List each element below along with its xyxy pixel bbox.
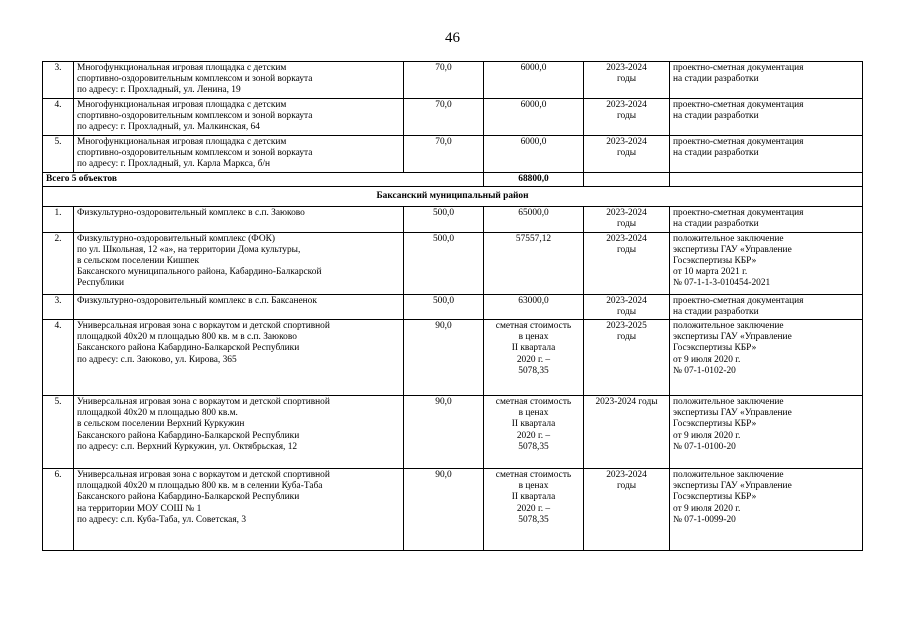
object-cost: сметная стоимость в ценах II квартала 2020 г. – 5078,35 bbox=[484, 469, 584, 551]
object-years: 2023-2024 годы bbox=[584, 62, 670, 99]
row-number: 5. bbox=[43, 396, 74, 469]
total-cost: 68800,0 bbox=[484, 173, 584, 187]
table-row bbox=[43, 469, 863, 551]
table-row bbox=[43, 136, 863, 173]
row-number: 6. bbox=[43, 469, 74, 551]
row-number: 5. bbox=[43, 136, 74, 173]
object-cost: 6000,0 bbox=[484, 62, 584, 99]
table-row bbox=[43, 232, 863, 294]
object-status: проектно-сметная документация на стадии разработки bbox=[670, 207, 863, 232]
section-title: Баксанский муниципальный район bbox=[43, 187, 863, 207]
row-number: 1. bbox=[43, 207, 74, 232]
total-years-empty bbox=[584, 173, 670, 187]
object-status: положительное заключение экспертизы ГАУ «Управление Госэкспертизы КБР» от 9 июля 2020 г. № 07-1-0102-20 bbox=[670, 320, 863, 396]
table-row bbox=[43, 320, 863, 396]
object-area: 90,0 bbox=[404, 469, 484, 551]
object-status: проектно-сметная документация на стадии разработки bbox=[670, 294, 863, 319]
object-years: 2023-2024 годы bbox=[584, 232, 670, 294]
row-number: 2. bbox=[43, 232, 74, 294]
object-status: положительное заключение экспертизы ГАУ «Управление Госэкспертизы КБР» от 9 июля 2020 г. № 07-1-0100-20 bbox=[670, 396, 863, 469]
row-number: 3. bbox=[43, 294, 74, 319]
object-status: проектно-сметная документация на стадии разработки bbox=[670, 62, 863, 99]
row-number: 4. bbox=[43, 99, 74, 136]
object-name: Многофункциональная игровая площадка с детским спортивно-оздоровительным комплексом и зоной воркаута по адресу: г. Прохладный, ул. Малкинская, 64 bbox=[74, 99, 404, 136]
table-row bbox=[43, 99, 863, 136]
object-area: 70,0 bbox=[404, 136, 484, 173]
object-cost: сметная стоимость в ценах II квартала 2020 г. – 5078,35 bbox=[484, 320, 584, 396]
object-years: 2023-2024 годы bbox=[584, 207, 670, 232]
object-years: 2023-2024 годы bbox=[584, 469, 670, 551]
total-status-empty bbox=[670, 173, 863, 187]
object-cost: 65000,0 bbox=[484, 207, 584, 232]
object-name: Универсальная игровая зона с воркаутом и детской спортивной площадкой 40х20 м площадью 800 кв.м. в сельском поселении Верхний Куркужин Баксанского района Кабардино-Балкарской Республики по адресу: с.п. Верхний Куркужин, ул. Октябрьская, 12 bbox=[74, 396, 404, 469]
object-status: проектно-сметная документация на стадии разработки bbox=[670, 99, 863, 136]
table-row bbox=[43, 62, 863, 99]
object-area: 500,0 bbox=[404, 207, 484, 232]
object-status: проектно-сметная документация на стадии разработки bbox=[670, 136, 863, 173]
total-label: Всего 5 объектов bbox=[43, 173, 484, 187]
object-status: положительное заключение экспертизы ГАУ «Управление Госэкспертизы КБР» от 9 июля 2020 г. № 07-1-0099-20 bbox=[670, 469, 863, 551]
object-cost: 57557,12 bbox=[484, 232, 584, 294]
object-cost: 63000,0 bbox=[484, 294, 584, 319]
object-area: 70,0 bbox=[404, 62, 484, 99]
object-area: 70,0 bbox=[404, 99, 484, 136]
object-name: Физкультурно-оздоровительный комплекс в с.п. Баксаненок bbox=[74, 294, 404, 319]
table-body-top bbox=[43, 62, 863, 173]
object-years: 2023-2024 годы bbox=[584, 136, 670, 173]
object-cost: 6000,0 bbox=[484, 136, 584, 173]
table-row bbox=[43, 294, 863, 319]
object-years: 2023-2024 годы bbox=[584, 294, 670, 319]
object-name: Многофункциональная игровая площадка с детским спортивно-оздоровительным комплексом и зоной воркаута по адресу: г. Прохладный, ул. Карла Маркса, б/н bbox=[74, 136, 404, 173]
object-cost: сметная стоимость в ценах II квартала 2020 г. – 5078,35 bbox=[484, 396, 584, 469]
table-row bbox=[43, 207, 863, 232]
object-years: 2023-2024 годы bbox=[584, 396, 670, 469]
table-body-bottom bbox=[43, 207, 863, 551]
object-name: Физкультурно-оздоровительный комплекс в с.п. Заюково bbox=[74, 207, 404, 232]
section-header-row bbox=[43, 187, 863, 207]
object-area: 500,0 bbox=[404, 294, 484, 319]
row-number: 4. bbox=[43, 320, 74, 396]
total-row bbox=[43, 173, 863, 187]
row-number: 3. bbox=[43, 62, 74, 99]
object-years: 2023-2024 годы bbox=[584, 99, 670, 136]
table-body-summary bbox=[43, 173, 863, 207]
object-area: 90,0 bbox=[404, 396, 484, 469]
object-cost: 6000,0 bbox=[484, 99, 584, 136]
object-name: Универсальная игровая зона с воркаутом и детской спортивной площадкой 40х20 м площадью 800 кв. м в с.п. Заюково Баксанского района Кабардино-Балкарской Республики по адресу: с.п. Заюково, ул. Кирова, 365 bbox=[74, 320, 404, 396]
object-name: Физкультурно-оздоровительный комплекс (ФОК) по ул. Школьная, 12 «а», на территории Дома культуры, в сельском поселении Кишпек Баксанского муниципального района, Кабардино-Балкарской Республики bbox=[74, 232, 404, 294]
object-status: положительное заключение экспертизы ГАУ «Управление Госэкспертизы КБР» от 10 марта 2021 г. № 07-1-1-3-010454-2021 bbox=[670, 232, 863, 294]
object-name: Многофункциональная игровая площадка с детским спортивно-оздоровительным комплексом и зоной воркаута по адресу: г. Прохладный, ул. Ленина, 19 bbox=[74, 62, 404, 99]
object-area: 500,0 bbox=[404, 232, 484, 294]
object-area: 90,0 bbox=[404, 320, 484, 396]
objects-table bbox=[42, 61, 863, 551]
object-name: Универсальная игровая зона с воркаутом и детской спортивной площадкой 40х20 м площадью 800 кв. м в селении Куба-Таба Баксанского района Кабардино-Балкарской Республики на территории МОУ СОШ № 1 по адресу: с.п. Куба-Таба, ул. Советская, 3 bbox=[74, 469, 404, 551]
object-years: 2023-2025 годы bbox=[584, 320, 670, 396]
table-row bbox=[43, 396, 863, 469]
page-number: 46 bbox=[445, 30, 460, 46]
